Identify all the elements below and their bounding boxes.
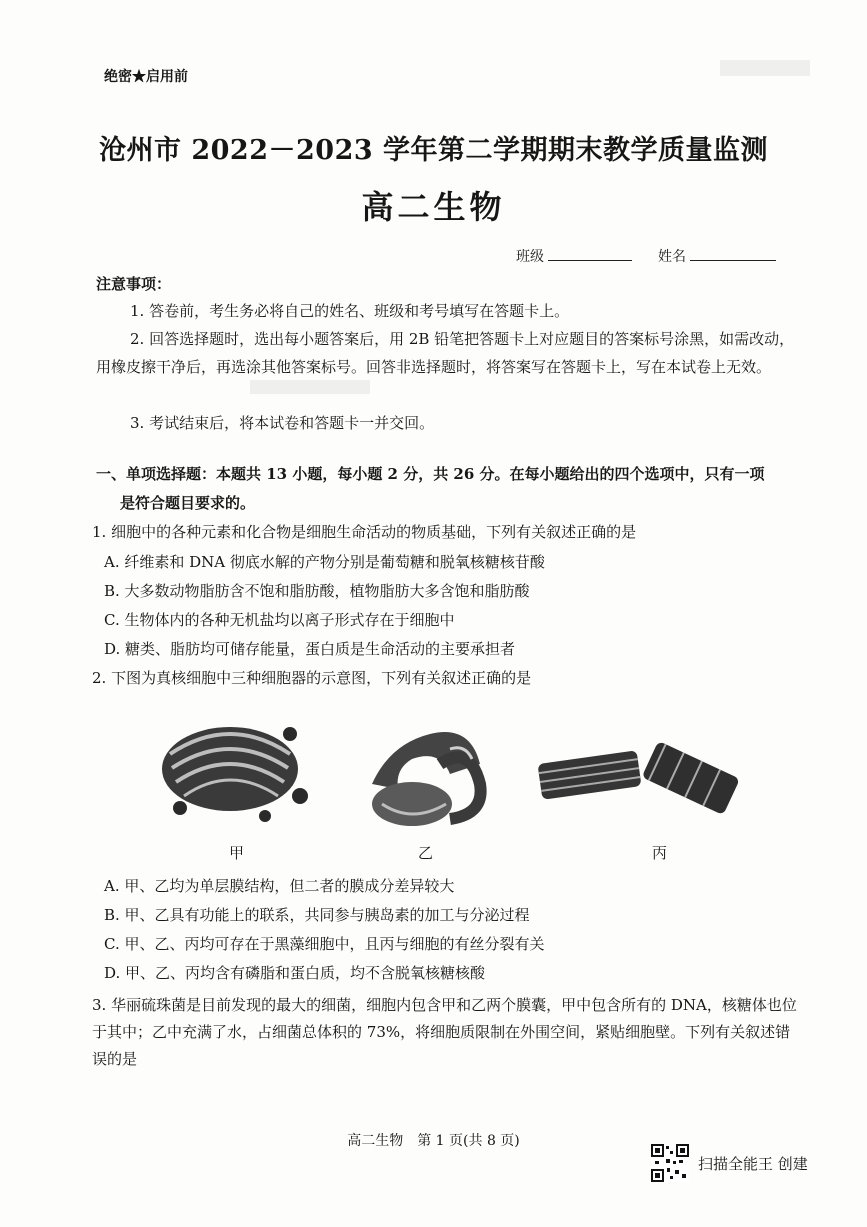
question-2-option-a: A. 甲、乙均为单层膜结构，但二者的膜成分差异较大 <box>104 877 455 895</box>
question-2-stem: 2. 下图为真核细胞中三种细胞器的示意图，下列有关叙述正确的是 <box>92 669 532 687</box>
exam-title: 沧州市 2022－2023 学年第二学期期末教学质量监测 <box>98 135 769 166</box>
subject-title: 高二生物 <box>361 188 506 226</box>
class-label: 班级 <box>516 249 544 265</box>
notice-heading: 注意事项： <box>96 275 172 293</box>
figure-label-jia: 甲 <box>229 844 245 862</box>
organelle-figure <box>150 704 760 834</box>
qr-code-icon <box>651 1144 689 1182</box>
question-1-option-a: A. 纤维素和 DNA 彻底水解的产物分别是葡萄糖和脱氧核糖核苷酸 <box>104 553 545 571</box>
student-info-row <box>516 246 776 266</box>
figure-label-yi: 乙 <box>418 844 434 862</box>
question-2-option-b: B. 甲、乙具有功能上的联系，共同参与胰岛素的加工与分泌过程 <box>104 906 530 924</box>
section-heading-line: 一、单项选择题：本题共 13 小题，每小题 2 分，共 26 分。在每小题给出的四个选项中，只有一项 <box>96 465 765 483</box>
scan-bleed <box>250 380 370 394</box>
scan-bleed <box>720 60 810 76</box>
scanner-watermark: 扫描全能王 创建 <box>698 1155 808 1173</box>
name-blank <box>690 246 776 261</box>
question-1-option-c: C. 生物体内的各种无机盐均以离子形式存在于细胞中 <box>104 611 455 629</box>
notice-item: 1. 答卷前，考生务必将自己的姓名、班级和考号填写在答题卡上。 <box>130 302 570 320</box>
figure-label-bing: 丙 <box>652 844 668 862</box>
question-1-option-d: D. 糖类、脂肪均可储存能量，蛋白质是生命活动的主要承担者 <box>104 640 516 658</box>
notice-item: 2. 回答选择题时，选出每小题答案后，用 2B 铅笔把答题卡上对应题目的答案标号涂黑，如需改动，用橡皮擦干净后，再选涂其他答案标号。回答非选择题时，将答案写在答题卡上，写在本试卷上无效。 <box>96 330 795 376</box>
question-1-stem: 1. 细胞中的各种元素和化合物是细胞生命活动的物质基础，下列有关叙述正确的是 <box>92 523 637 541</box>
name-label: 姓名 <box>658 249 686 265</box>
confidential-mark: 绝密★启用前 <box>104 69 188 85</box>
question-3-stem: 3. 华丽硫珠菌是目前发现的最大的细菌，细胞内包含甲和乙两个膜囊，甲中包含所有的 DNA，核糖体也位于其中；乙中充满了水，占细菌总体积的 73%，将细胞质限制在外围空间，紧贴细胞壁。下列有关叙述错误的是 <box>92 996 797 1068</box>
notice-item: 3. 考试结束后，将本试卷和答题卡一并交回。 <box>130 414 435 432</box>
section-heading-line: 是符合题目要求的。 <box>120 494 256 512</box>
question-2-option-d: D. 甲、乙、丙均含有磷脂和蛋白质，均不含脱氧核糖核酸 <box>104 964 486 982</box>
question-2-option-c: C. 甲、乙、丙均可存在于黑藻细胞中，且丙与细胞的有丝分裂有关 <box>104 935 545 953</box>
endoplasmic-reticulum-illustration <box>372 732 481 826</box>
class-blank <box>548 246 632 261</box>
section-heading <box>96 460 796 518</box>
centrosome-illustration <box>537 741 740 815</box>
page-footer: 高二生物 第 1 页(共 8 页) <box>347 1133 520 1149</box>
golgi-apparatus-illustration <box>162 727 308 822</box>
question-1-option-b: B. 大多数动物脂肪含不饱和脂肪酸，植物脂肪大多含饱和脂肪酸 <box>104 582 530 600</box>
